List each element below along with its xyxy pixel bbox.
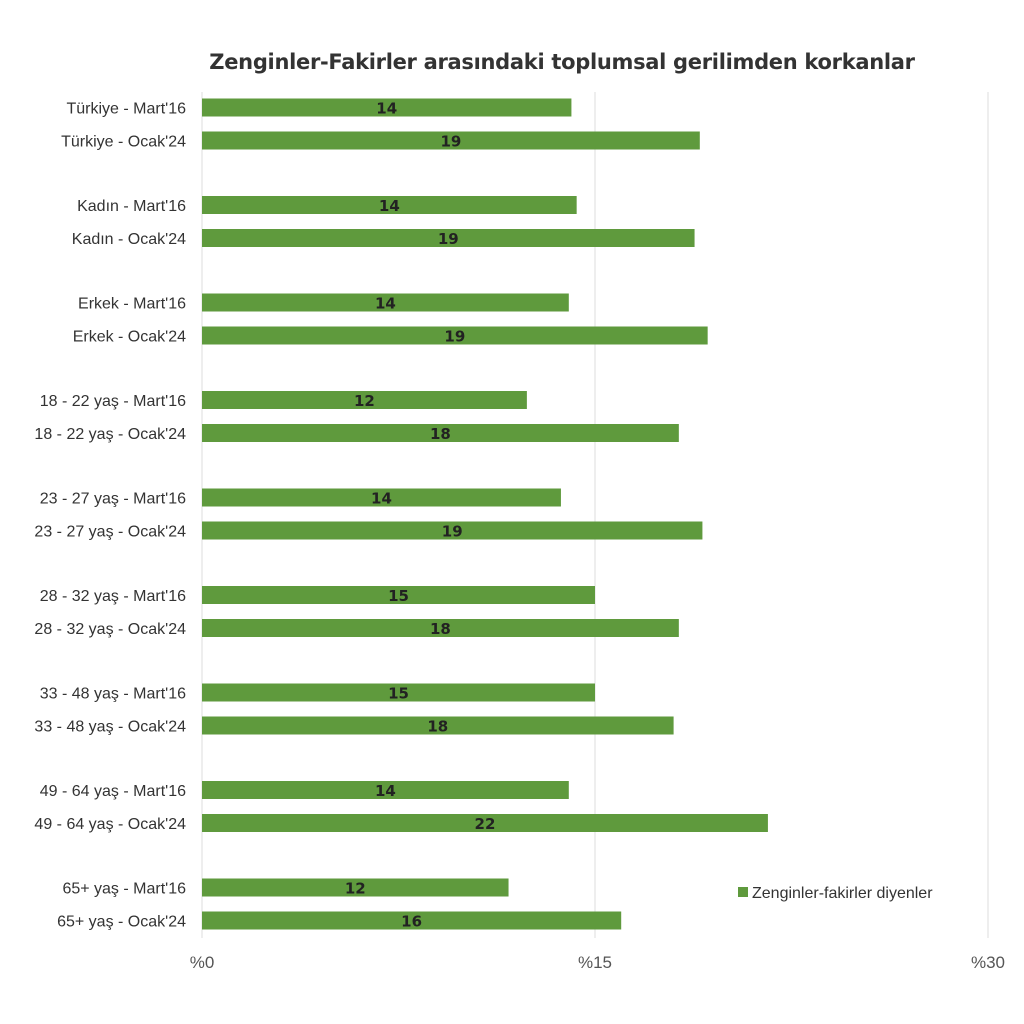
legend-label: Zenginler-fakirler diyenler xyxy=(752,885,933,902)
category-label: Kadın - Mart'16 xyxy=(77,198,186,215)
category-label: 33 - 48 yaş - Mart'16 xyxy=(39,685,186,703)
x-tick-label: %30 xyxy=(970,953,1006,972)
data-label: 14 xyxy=(374,782,396,800)
x-tick-label: %15 xyxy=(577,953,613,972)
x-tick-label: %0 xyxy=(189,953,215,972)
category-label: Türkiye - Mart'16 xyxy=(66,100,186,118)
category-label: 33 - 48 yaş - Ocak'24 xyxy=(34,718,186,736)
legend xyxy=(738,885,933,902)
gridlines xyxy=(202,92,988,938)
category-labels xyxy=(34,101,186,931)
legend-swatch xyxy=(738,887,748,897)
data-label: 16 xyxy=(401,912,423,931)
category-label: 65+ yaş - Ocak'24 xyxy=(57,913,186,931)
value-labels xyxy=(345,100,496,931)
category-label: 18 - 22 yaş - Mart'16 xyxy=(39,393,186,410)
category-label: 65+ yaş - Mart'16 xyxy=(62,880,186,898)
data-label: 19 xyxy=(444,327,466,346)
category-label: 28 - 32 yaş - Mart'16 xyxy=(39,588,186,605)
data-label: 19 xyxy=(437,230,459,248)
data-label: 12 xyxy=(354,392,375,410)
data-label: 12 xyxy=(344,879,366,898)
category-label: 49 - 64 yaş - Mart'16 xyxy=(39,783,186,800)
data-label: 14 xyxy=(374,294,396,313)
category-label: 23 - 27 yaş - Ocak'24 xyxy=(34,523,186,541)
category-label: 49 - 64 yaş - Ocak'24 xyxy=(34,816,186,833)
data-label: 22 xyxy=(474,815,496,833)
bars xyxy=(202,99,768,930)
category-label: Türkiye - Ocak'24 xyxy=(61,133,186,151)
data-label: 19 xyxy=(441,522,463,541)
data-label: 19 xyxy=(440,132,462,151)
data-label: 14 xyxy=(371,489,392,508)
data-label: 14 xyxy=(378,197,400,215)
category-label: 23 - 27 yaş - Mart'16 xyxy=(39,490,186,508)
category-label: 18 - 22 yaş - Ocak'24 xyxy=(34,426,186,443)
category-label: Erkek - Ocak'24 xyxy=(72,328,186,346)
data-label: 14 xyxy=(376,99,398,118)
data-label: 15 xyxy=(388,684,409,703)
chart-title: Zenginler-Fakirler arasındaki toplumsal gerilimden korkanlar xyxy=(209,50,915,74)
data-label: 15 xyxy=(388,587,409,605)
category-label: Erkek - Mart'16 xyxy=(78,295,186,313)
data-label: 18 xyxy=(429,620,451,638)
data-label: 18 xyxy=(429,425,451,443)
x-axis-ticks xyxy=(190,953,1005,972)
data-label: 18 xyxy=(427,717,449,736)
category-label: Kadın - Ocak'24 xyxy=(71,231,186,248)
category-label: 28 - 32 yaş - Ocak'24 xyxy=(34,621,186,638)
